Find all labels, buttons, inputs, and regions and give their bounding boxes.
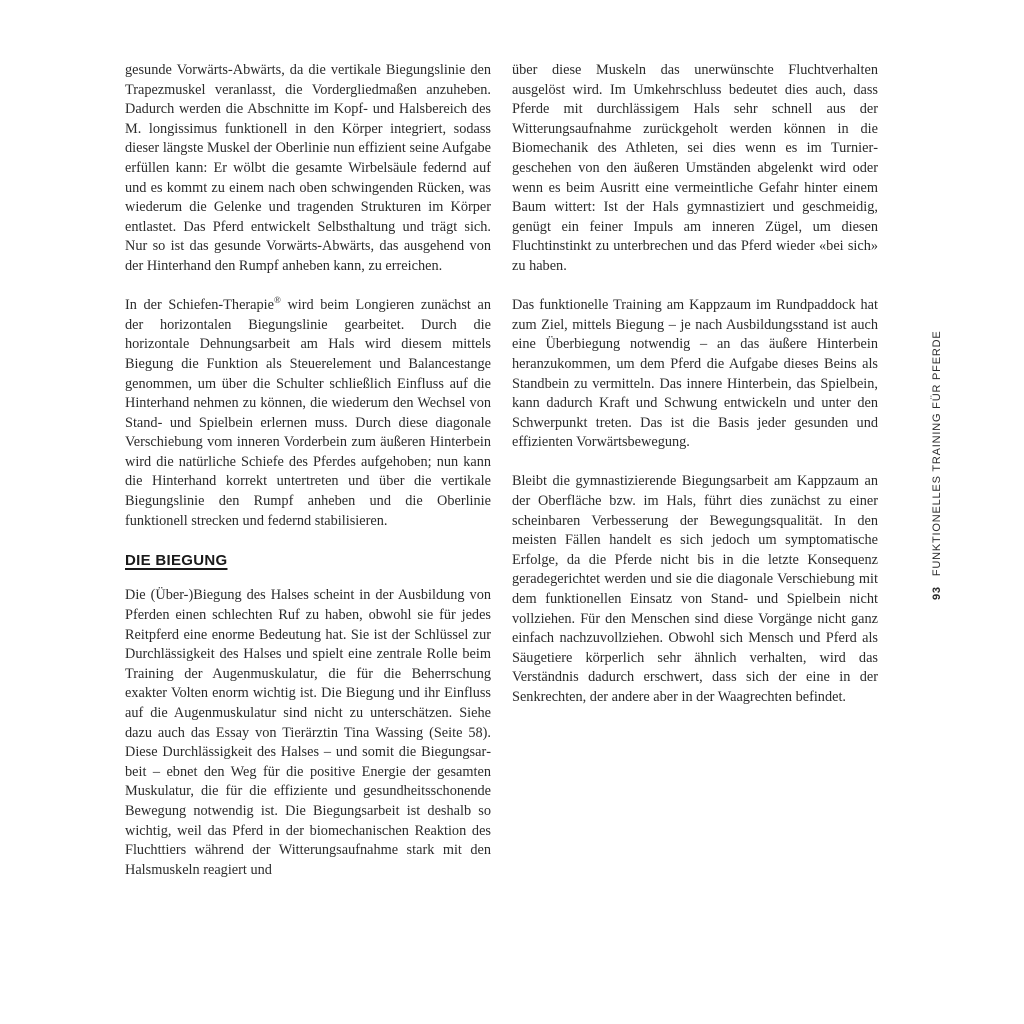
right-text-column	[512, 61, 878, 708]
running-head-title: FUNKTIONELLES TRAINING FÜR PFERDE	[931, 330, 943, 577]
paragraph	[125, 296, 491, 531]
paragraph: gesunde Vorwärts-Abwärts, da die vertikale Biegungslinie den Trapezmuskel veranlasst, die Vordergliedmaßen anzuheben. Dadurch werden die Abschnitte im Kopf- und Halsbereich des M. longissimus funktionell in den Körper integriert, sodass dieser längste Muskel der Oberlinie nun effizient seine Aufgabe erfüllen kann: Er wölbt die gesamte Wirbelsäule federnd auf und es kommt zu einem nach oben schwingenden Rücken, was wiederum die Gelenke und tragenden Strukturen im Körper entlastet. Das Pferd entwickelt Selbsthaltung und trägt sich. Nur so ist das gesunde Vorwärts-Abwärts, das ausgehend von der Hinterhand den Rumpf anheben kann, zu erreichen.	[125, 62, 491, 274]
paragraph: Die (Über-)Biegung des Halses scheint in der Ausbildung von Pferden einen schlechten Ruf zu haben, obwohl sie für jedes Reitpferd eine enorme Bedeutung hat. Sie ist der Schlüssel zur Durchlässigkeit des Halses und spielt eine zentrale Rolle beim Training der Augenmuskulatur, die für die Beherrschung exakter Volten enorm wichtig ist. Die Biegung und ihr Einfluss auf die Augenmuskulatur sind nicht zu unterschätzen. Siehe dazu auch das Essay von Tierärztin Tina Wassing (Seite 58). Diese Durchlässigkeit des Halses – und somit die Biegungsarbeit – ebnet den Weg für die positive Energie der gesamten Muskulatur, die für die effiziente und gesundheitsschonende Bewegung notwendig ist. Die Biegungsarbeit ist deshalb so wichtig, weil das Pferd in der biomechanischen Reaktion des Fluchttiers während der Witterungsaufnahme stark mit den Halsmuskeln reagiert und	[125, 587, 491, 878]
paragraph: Bleibt die gymnastizierende Biegungsarbeit am Kappzaum an der Oberfläche bzw. im Hals, führt dies zunächst zu einer scheinbaren Verbesserung der Bewegungsqualität. In den meisten Fällen handelt es sich jedoch um symptomatische Erfolge, da die Pferde nicht bis in die letzte Konsequenz geradegerichtet werden und sie die diagonale Verschiebung mit dem funktionellen Einsatz von Stand- und Spielbein nicht vollziehen. Für den Menschen sind diese Vorgänge nicht ganz einfach nachzuvollziehen. Obwohl sich Mensch und Pferd als Säugetiere körperlich sehr ähnlich verhalten, wird das Verständnis dadurch erschwert, dass sich der eine in der Senkrechten, der andere aber in der Waagrechten befindet.	[512, 473, 878, 705]
running-head	[931, 331, 943, 600]
paragraph: Das funktionelle Training am Kappzaum im Rundpaddock hat zum Ziel, mittels Biegung – je nach Ausbildungsstand ist auch eine Überbiegung notwendig – an das äußere Hinterbein heranzukommen, um dem Pferd die Aufgabe dieses Beins als Standbein zu vermitteln. Das innere Hinterbein, das Spielbein, kann dadurch Kraft und Schwung entwickeln und unter den Schwerpunkt treten. Das ist die Basis jeder gesunden und effizienten Vorwärtsbewegung.	[512, 297, 878, 451]
page-number: 93	[931, 586, 943, 600]
text-run: wird beim Longieren zunächst an der horizontalen Biegungslinie gearbeitet. Durch die horizontale Dehnungsarbeit am Hals wird diesem mittels Biegung die Funktion als Steuerelement und Balancestange genommen, um über die Schulter schließlich Einfluss auf die Hinterhand nehmen zu können, die wiederum den Wechsel von Stand- und Spielbein erlernen muss. Durch diese diagonale Verschiebung vom inneren Vorderbein zum äußeren Hinterbein wird die natürliche Schiefe des Pferdes aufgehoben; nun kann die Hinterhand korrekt untertreten und über die vertikale Biegungslinie den Rumpf anheben und die Oberlinie funktionell strecken und federnd stabilisieren.	[125, 297, 491, 529]
paragraph: über diese Muskeln das unerwünschte Fluchtverhalten ausgelöst wird. Im Umkehrschluss bedeutet dies auch, dass Pferde mit durchlässigem Hals sehr schnell aus der Witterungsaufnahme zurückgeholt werden können in die Biomechanik des Athleten, sei dies wenn es im Turniergeschehen von den äußeren Umständen abgelenkt wird oder wenn es beim Ausritt eine vermeintliche Gefahr hinter einem Baum wittert: Ist der Hals gymnastiziert und geschmeidig, genügt ein feiner Impuls am inneren Zügel, um diesen Fluchtinstinkt zu unterbrechen und das Pferd wieder «bei sich» zu haben.	[512, 62, 878, 274]
registered-trademark-mark: ®	[273, 295, 281, 306]
left-text-column	[125, 61, 491, 880]
text-run: In der Schiefen-Therapie	[125, 297, 274, 314]
section-heading: DIE BIEGUNG	[125, 551, 228, 569]
